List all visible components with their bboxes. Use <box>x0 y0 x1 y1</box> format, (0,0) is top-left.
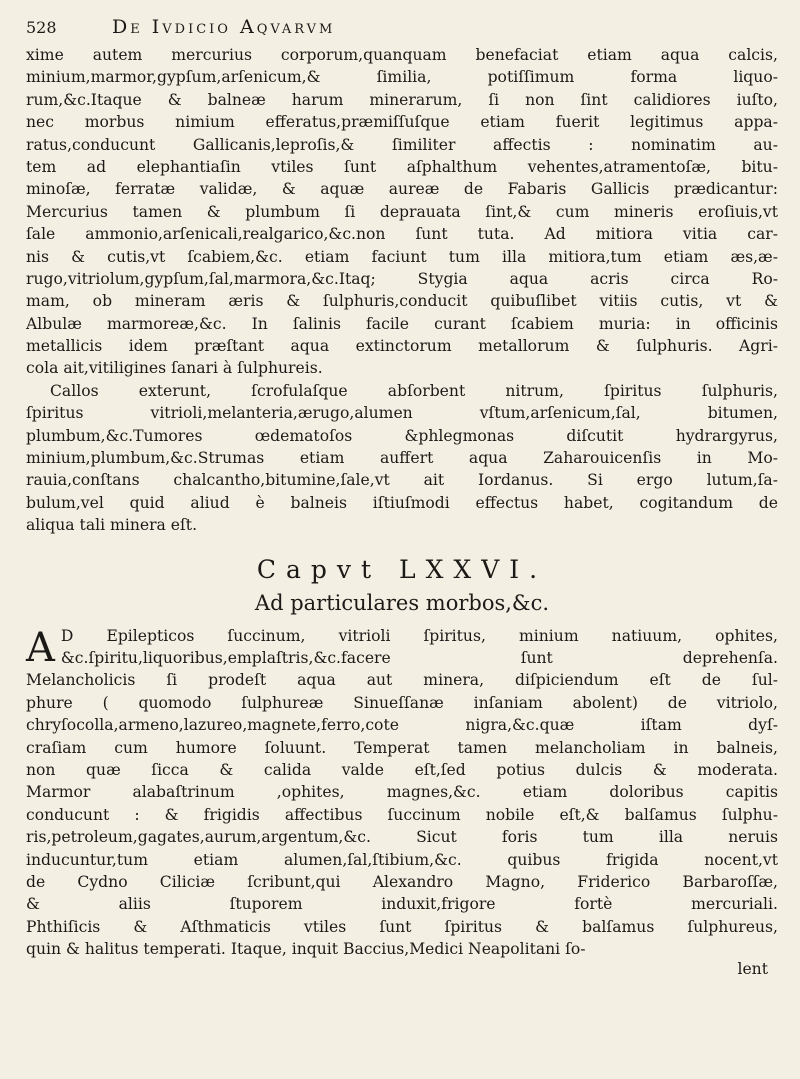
text-line: D Epilepticos ſuccinum, vitrioli ſpiritus, minium natiuum, ophites, <box>60 626 778 645</box>
text-line: Albulæ marmoreæ,&c. In ſalinis facile curant ſcabiem muria: in officinis <box>26 314 778 333</box>
catchword: lent <box>737 960 768 979</box>
text-line: rugo,vitriolum,gypſum,ſal,marmora,&c.Itaq; Stygia aqua acris circa Ro- <box>26 269 778 288</box>
page-number: 528 <box>26 18 57 37</box>
text-line: &c.ſpiritu,liquoribus,emplaſtris,&c.facere ſunt deprehenſa. <box>60 648 778 667</box>
paragraph-3 <box>26 625 778 961</box>
text-line: chryſocolla,armeno,lazureo,magnete,ferro,cote nigra,&c.quæ iſtam dyſ- <box>26 716 778 735</box>
text-line: mam, ob mineram æris & ſulphuris,conducit quibuſlibet vitiis cutis, vt & <box>26 292 778 311</box>
running-title: De Ivdicio Aqvarvm <box>112 16 336 38</box>
chapter-heading: Capvt LXXVI. <box>256 554 548 584</box>
text-line: nis & cutis,vt ſcabiem,&c. etiam faciunt tum illa mitiora,tum etiam æs,æ- <box>26 247 778 266</box>
text-line: Phthiſicis & Aſthmaticis vtiles ſunt ſpiritus & balſamus ſulphureus, <box>26 917 778 936</box>
text-line: Mercurius tamen & plumbum ſi deprauata ſint,& cum mineris eroſiuis,vt <box>26 202 778 221</box>
text-line: cola ait,vitiligines ſanari à ſulphureis. <box>26 359 323 378</box>
text-line: tem ad elephantiaſin vtiles ſunt aſphalthum vehentes,atramentoſæ, bitu- <box>26 157 778 176</box>
text-line: nec morbus nimium efferatus,præmiſſuſque etiam fuerit legitimus appa- <box>26 113 778 132</box>
text-line: Melancholicis ſi prodeſt aqua aut minera, diſpiciendum eſt de ſul- <box>26 671 778 690</box>
text-line: phure ( quomodo ſulphureæ Sinueſſanæ inſaniam abolent) de vitriolo, <box>26 693 778 712</box>
page-header <box>26 16 778 44</box>
text-line: metallicis idem præſtant aqua extinctorum metallorum & ſulphuris. Agri- <box>26 337 778 356</box>
paragraph-2 <box>26 380 778 537</box>
text-line: ſale ammonio,arſenicali,realgarico,&c.non ſunt tuta. Ad mitiora vitia car- <box>26 225 778 244</box>
text-line: inducuntur,tum etiam alumen,ſal,ſtibium,&c. quibus frigida nocent,vt <box>26 850 778 869</box>
text-line: ſpiritus vitrioli,melanteria,ærugo,alumen vſtum,arſenicum,ſal, bitumen, <box>26 404 778 423</box>
text-line: Marmor alabaſtrinum ,ophites, magnes,&c. etiam doloribus capitis <box>26 783 778 802</box>
text-line: aliqua tali minera eſt. <box>26 516 198 535</box>
text-line: non quæ ſicca & calida valde eſt,ſed potius dulcis & moderata. <box>26 760 778 779</box>
text-line: quin & halitus temperati. Itaque, inquit Baccius,Medici Neapolitani ſo- <box>26 940 586 959</box>
text-line: ratus,conducunt Gallicanis,leproſis,& ſimiliter affectis : nominatim au- <box>26 135 778 154</box>
text-line: minium,marmor,gypſum,arſenicum,& ſimilia, potiſſimum forma liquo- <box>26 68 778 87</box>
text-line: xime autem mercurius corporum,quanquam benefaciat etiam aqua calcis, <box>26 46 778 64</box>
drop-cap: A <box>26 624 55 671</box>
paragraph-1 <box>26 44 778 380</box>
text-line: ris,petroleum,gagates,aurum,argentum,&c. Sicut foris tum illa neruis <box>26 828 778 847</box>
text-line: rauia,conſtans chalcantho,bitumine,ſale,vt ait Iordanus. Si ergo lutum,ſa- <box>26 471 778 490</box>
text-line: plumbum,&c.Tumores œdematoſos &phlegmonas diſcutit hydrargyrus, <box>26 426 778 445</box>
chapter-subheading: Ad particulares morbos,&c. <box>254 590 550 615</box>
text-line: bulum,vel quid aliud è balneis iſtiuſmodi effectus habet, cogitandum de <box>26 493 778 512</box>
text-line: rum,&c.Itaque & balneæ harum minerarum, ſi non ſint calidiores iuſto, <box>26 90 778 109</box>
text-line: conducunt : & frigidis affectibus ſuccinum nobile eſt,& balſamus ſulphu- <box>26 805 778 824</box>
text-line: craſiam cum humore ſoluunt. Temperat tamen melancholiam in balneis, <box>26 738 778 757</box>
text-line: & aliis ſtuporem induxit,frigore fortè mercuriali. <box>26 895 778 914</box>
text-line: Callos exterunt, ſcrofulaſque abſorbent nitrum, ſpiritus ſulphuris, <box>50 381 778 400</box>
text-line: minium,plumbum,&c.Strumas etiam auffert aqua Zaharouicenſis in Mo- <box>26 449 778 468</box>
text-line: de Cydno Ciliciæ ſcribunt,qui Alexandro Magno, Friderico Barbaroſſæ, <box>26 872 778 891</box>
text-line: minoſæ, ferratæ validæ, & aquæ aureæ de Fabaris Gallicis prædicantur: <box>26 180 778 199</box>
